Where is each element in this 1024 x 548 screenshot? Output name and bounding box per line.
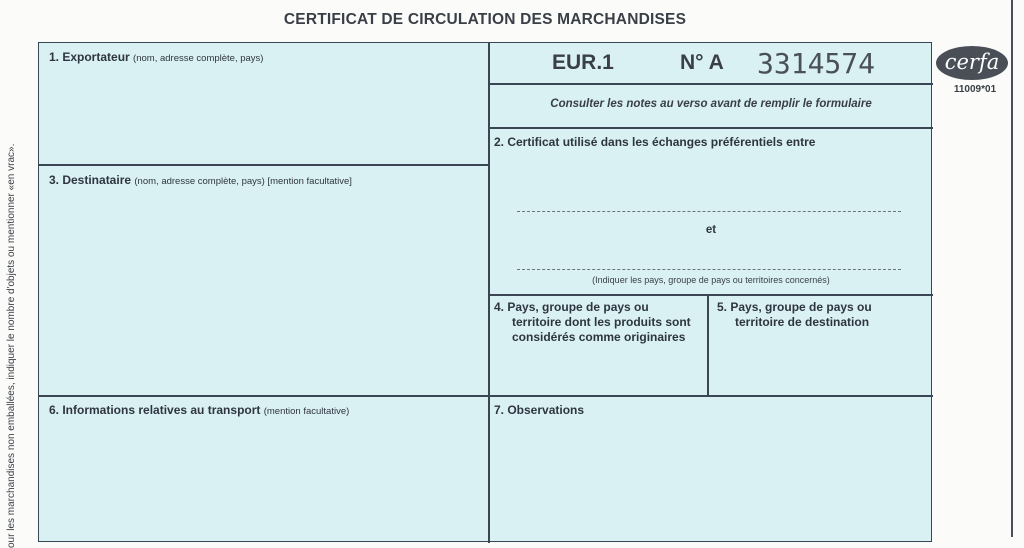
consignee-field[interactable] [43,193,485,391]
box-consignee-label: 3. Destinataire (nom, adresse complète, pays) [mention facultative] [49,173,352,187]
column-divider [488,43,490,543]
box-preferential-label: 2. Certificat utilisé dans les échanges préférentiels entre [494,135,816,149]
divider-4-5 [707,294,709,396]
number-prefix: N° A [680,51,724,74]
preferential-line-2[interactable] [517,269,901,270]
box-transport-label: 6. Informations relatives au transport (mention facultative) [49,403,350,417]
exporter-field[interactable] [43,69,485,161]
certificate-number: 3314574 [757,47,876,80]
divider-eur-note [489,83,933,85]
cerfa-logo: cerfa [936,46,1008,80]
divider-note-2 [489,127,933,129]
box-exporter-label: 1. Exportateur (nom, adresse complète, pays) [49,50,264,64]
box-origin-label: 4. Pays, groupe de pays ou territoire dont les produits sont considérés comme originaires [494,300,691,344]
origin-field[interactable] [491,348,705,393]
box-destination-label: 5. Pays, groupe de pays ou territoire de destination [717,300,872,329]
divider-45-7 [489,395,933,397]
certificate-name: EUR.1 [552,51,614,74]
page-title: CERTIFICAT DE CIRCULATION DES MARCHANDISES [283,11,687,28]
divider-2-45 [489,294,933,296]
transport-field[interactable] [43,423,485,539]
certificate-form [38,42,932,542]
divider-3-6 [39,395,489,397]
preferential-hint: (Indiquer les pays, groupe de pays ou territoires concernés) [592,275,830,285]
page-edge [1011,0,1013,537]
destination-field[interactable] [711,333,929,393]
remarks-field[interactable] [491,423,929,539]
preferential-and: et [705,224,717,236]
verso-note: Consulter les notes au verso avant de remplir le formulaire [550,98,872,110]
side-instruction-text: our les marchandises non emballées, indiquer le nombre d'objets ou mentionner «en vrac». [6,143,17,548]
preferential-line-1[interactable] [517,211,901,212]
box-remarks-label: 7. Observations [494,403,585,417]
cerfa-code: 11009*01 [953,84,997,95]
divider-1-3 [39,164,489,166]
